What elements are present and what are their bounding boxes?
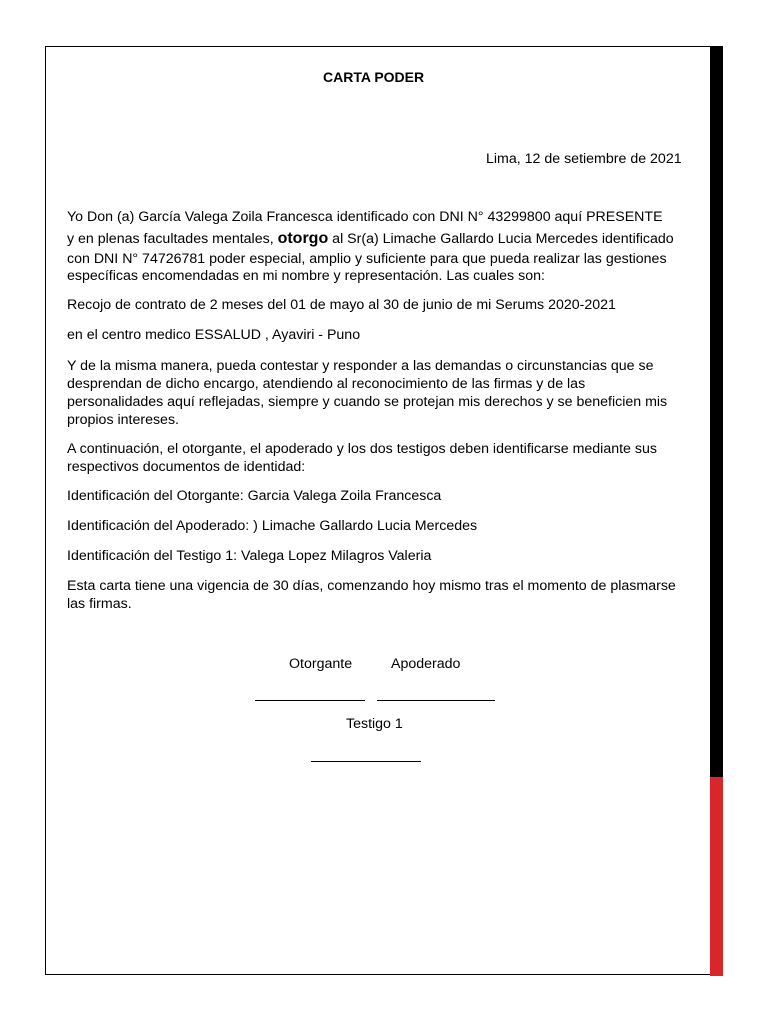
signature-line-apoderado: [377, 700, 495, 701]
paragraph-1-line-3: con DNI N° 74726781 poder especial, amplio y suficiente para que pueda realizar las gestiones: [67, 251, 667, 267]
side-bar-black: [710, 46, 723, 777]
signature-label-otorgante: Otorgante: [289, 656, 353, 672]
signature-line-testigo: [311, 761, 421, 762]
paragraph-6-line-2: las firmas.: [67, 596, 132, 612]
paragraph-1-line-1: Yo Don (a) García Valega Zoila Francesca identificado con DNI N° 43299800 aquí PRESENTE: [67, 209, 663, 225]
paragraph-4-line-1: Y de la misma manera, pueda contestar y responder a las demandas o circunstancias que se: [67, 358, 654, 374]
document-title: CARTA PODER: [323, 69, 425, 85]
p1-line2-post: al Sr(a) Limache Gallardo Lucia Mercedes identificado: [328, 231, 674, 247]
id-otorgante: Identificación del Otorgante: Garcia Valega Zoila Francesca: [67, 488, 442, 504]
signature-label-apoderado: Apoderado: [391, 656, 461, 672]
document-page: [45, 46, 721, 975]
paragraph-3: en el centro medico ESSALUD , Ayaviri - Puno: [67, 327, 361, 343]
paragraph-4-line-2: desprendan de dicho encargo, atendiendo al reconocimiento de las firmas y de las: [67, 376, 586, 392]
paragraph-5-line-1: A continuación, el otorgante, el apoderado y los dos testigos deben identificarse mediante sus: [67, 441, 657, 457]
paragraph-4-line-4: propios intereses.: [67, 412, 179, 428]
side-bar-red: [710, 777, 723, 976]
paragraph-4-line-3: personalidades aquí reflejadas, siempre y cuando se protejan mis derechos y se beneficien mis: [67, 394, 668, 410]
paragraph-1-line-2: [67, 230, 674, 248]
otorgo-word: otorgo: [277, 230, 329, 247]
signature-line-otorgante: [255, 700, 365, 701]
id-testigo: Identificación del Testigo 1: Valega Lopez Milagros Valeria: [67, 548, 432, 564]
paragraph-2: Recojo de contrato de 2 meses del 01 de mayo al 30 de junio de mi Serums 2020-2021: [67, 297, 616, 313]
signature-label-testigo: Testigo 1: [346, 716, 403, 732]
p1-line2-pre: y en plenas facultades mentales,: [67, 231, 278, 247]
id-apoderado: Identificación del Apoderado: ) Limache Gallardo Lucia Mercedes: [67, 518, 478, 534]
date-line: Lima, 12 de setiembre de 2021: [486, 151, 682, 167]
paragraph-5-line-2: respectivos documentos de identidad:: [67, 459, 306, 475]
paragraph-6-line-1: Esta carta tiene una vigencia de 30 días, comenzando hoy mismo tras el momento de plasmarse: [67, 578, 676, 594]
paragraph-1-line-4: específicas encomendadas en mi nombre y representación. Las cuales son:: [67, 268, 545, 284]
